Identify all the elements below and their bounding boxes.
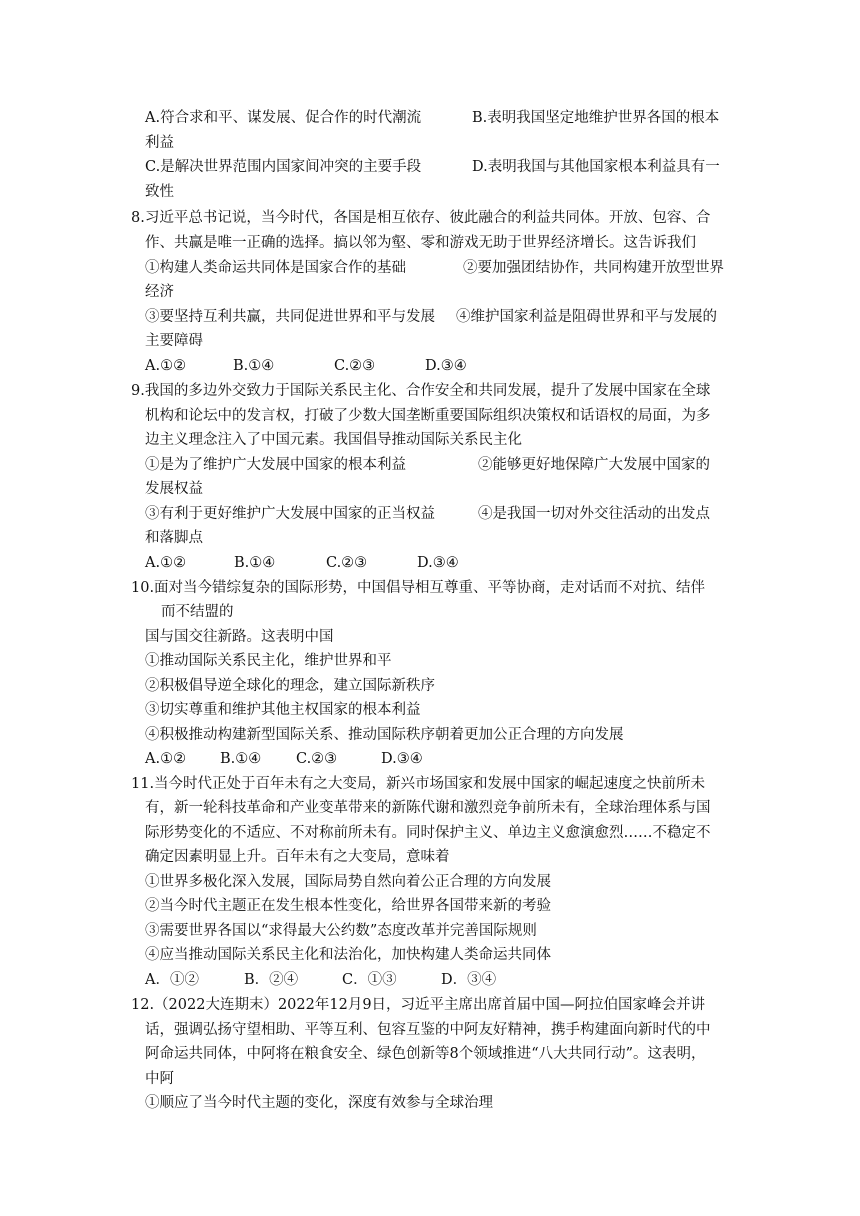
- q8-option-c: C.②③: [334, 358, 376, 374]
- q11-item-3: ③需要世界各国以“求得最大公约数”态度改革并完善国际规则: [145, 923, 537, 939]
- q10-option-b: B.①④: [220, 751, 262, 767]
- q11-stem-line2: 有，新一轮科技革命和产业变革带来的新陈代谢和激烈竞争前所未有，全球治理体系与国: [145, 800, 711, 816]
- q10-option-a: A.①②: [145, 751, 187, 767]
- q9-stem-line3: 边主义理念注入了中国元素。我国倡导推动国际关系民主化: [145, 432, 522, 448]
- q9-option-a: A.①②: [145, 555, 187, 571]
- q11-option-d: D．③④: [441, 972, 497, 988]
- q10-option-d: D.③④: [381, 751, 423, 767]
- q12-stem-line4: 中阿: [145, 1071, 174, 1087]
- q8-item-4-continued: 主要障碍: [145, 333, 203, 349]
- q11-item-2: ②当今时代主题正在发生根本性变化，给世界各国带来新的考验: [145, 898, 551, 914]
- q9-item-1: ①是为了维护广大发展中国家的根本利益: [145, 457, 406, 473]
- q7-option-b: B.表明我国坚定地维护世界各国的根本: [472, 110, 720, 126]
- q11-item-1: ①世界多极化深入发展，国际局势自然向着公正合理的方向发展: [145, 874, 551, 890]
- q10-item-2: ②积极倡导逆全球化的理念，建立国际新秩序: [145, 678, 435, 694]
- q7-option-d-continued: 致性: [145, 184, 174, 200]
- q11-option-c: C．①③: [342, 972, 397, 988]
- q10-item-1: ①推动国际关系民主化，维护世界和平: [145, 653, 392, 669]
- q9-option-b: B.①④: [234, 555, 276, 571]
- q11-item-4: ④应当推动国际关系民主化和法治化，加快构建人类命运共同体: [145, 947, 551, 963]
- q8-option-d: D.③④: [425, 358, 467, 374]
- q9-option-c: C.②③: [326, 555, 368, 571]
- q8-stem-line2: 作、共赢是唯一正确的选择。搞以邻为壑、零和游戏无助于世界经济增长。这告诉我们: [145, 235, 696, 251]
- q12-item-1: ①顺应了当今时代主题的变化，深度有效参与全球治理: [145, 1095, 493, 1111]
- q7-option-d: D.表明我国与其他国家根本利益具有一: [472, 159, 720, 175]
- q8-item-3: ③要坚持互利共赢，共同促进世界和平与发展: [145, 309, 435, 325]
- q10-stem-line1: 10.面对当今错综复杂的国际形势，中国倡导相互尊重、平等协商，走对话而不对抗、结伴: [131, 580, 706, 596]
- q11-stem-line1: 11.当今时代正处于百年未有之大变局，新兴市场国家和发展中国家的崛起速度之快前所未: [131, 776, 706, 792]
- q8-item-1: ①构建人类命运共同体是国家合作的基础: [145, 260, 406, 276]
- q10-item-4: ④积极推动构建新型国际关系、推动国际秩序朝着更加公正合理的方向发展: [145, 727, 624, 743]
- q11-stem-line4: 确定因素明显上升。百年未有之大变局，意味着: [145, 849, 450, 865]
- q9-item-4: ④是我国一切对外交往活动的出发点: [478, 506, 710, 522]
- q9-item-2: ②能够更好地保障广大发展中国家的: [478, 457, 710, 473]
- q8-item-4: ④维护国家利益是阻碍世界和平与发展的: [456, 309, 717, 325]
- q8-option-b: B.①④: [233, 358, 275, 374]
- q11-option-a: A．①②: [145, 972, 199, 988]
- q9-option-d: D.③④: [417, 555, 459, 571]
- q12-stem-line1: 12.（2022大连期末）2022年12月9日，习近平主席出席首届中国—阿拉伯国家峰会并讲: [131, 997, 706, 1013]
- q9-item-2-continued: 发展权益: [145, 481, 203, 497]
- q8-item-2-continued: 经济: [145, 284, 174, 300]
- q8-stem-line1: 8.习近平总书记说，当今时代，各国是相互依存、彼此融合的利益共同体。开放、包容、合: [131, 210, 711, 226]
- q9-item-4-continued: 和落脚点: [145, 530, 203, 546]
- q7-option-a: A.符合求和平、谋发展、促合作的时代潮流: [145, 110, 422, 126]
- q7-option-c: C.是解决世界范围内国家间冲突的主要手段: [145, 159, 422, 175]
- q10-option-c: C.②③: [296, 751, 338, 767]
- q9-stem-line1: 9.我国的多边外交致力于国际关系民主化、合作安全和共同发展，提升了发展中国家在全球: [131, 383, 711, 399]
- q7-option-b-continued: 利益: [145, 135, 174, 151]
- q9-item-3: ③有利于更好维护广大发展中国家的正当权益: [145, 506, 435, 522]
- q9-stem-line2: 机构和论坛中的发言权，打破了少数大国垄断重要国际组织决策权和话语权的局面，为多: [145, 408, 711, 424]
- q8-item-2: ②要加强团结协作，共同构建开放型世界: [463, 260, 724, 276]
- q10-item-3: ③切实尊重和维护其他主权国家的根本利益: [145, 702, 421, 718]
- q12-stem-line3: 阿命运共同体，中阿将在粮食安全、绿色创新等8个领域推进“八大共同行动”。这表明，: [145, 1046, 706, 1062]
- q11-stem-line3: 际形势变化的不适应、不对称前所未有。同时保护主义、单边主义愈演愈烈……不稳定不: [145, 825, 711, 841]
- q12-stem-line2: 话，强调弘扬守望相助、平等互利、包容互鉴的中阿友好精神，携手构建面向新时代的中: [145, 1022, 711, 1038]
- q11-option-b: B．②④: [244, 972, 299, 988]
- q10-stem-line2: 而不结盟的: [161, 604, 234, 620]
- q8-option-a: A.①②: [145, 358, 187, 374]
- q10-stem-line3: 国与国交往新路。这表明中国: [145, 629, 334, 645]
